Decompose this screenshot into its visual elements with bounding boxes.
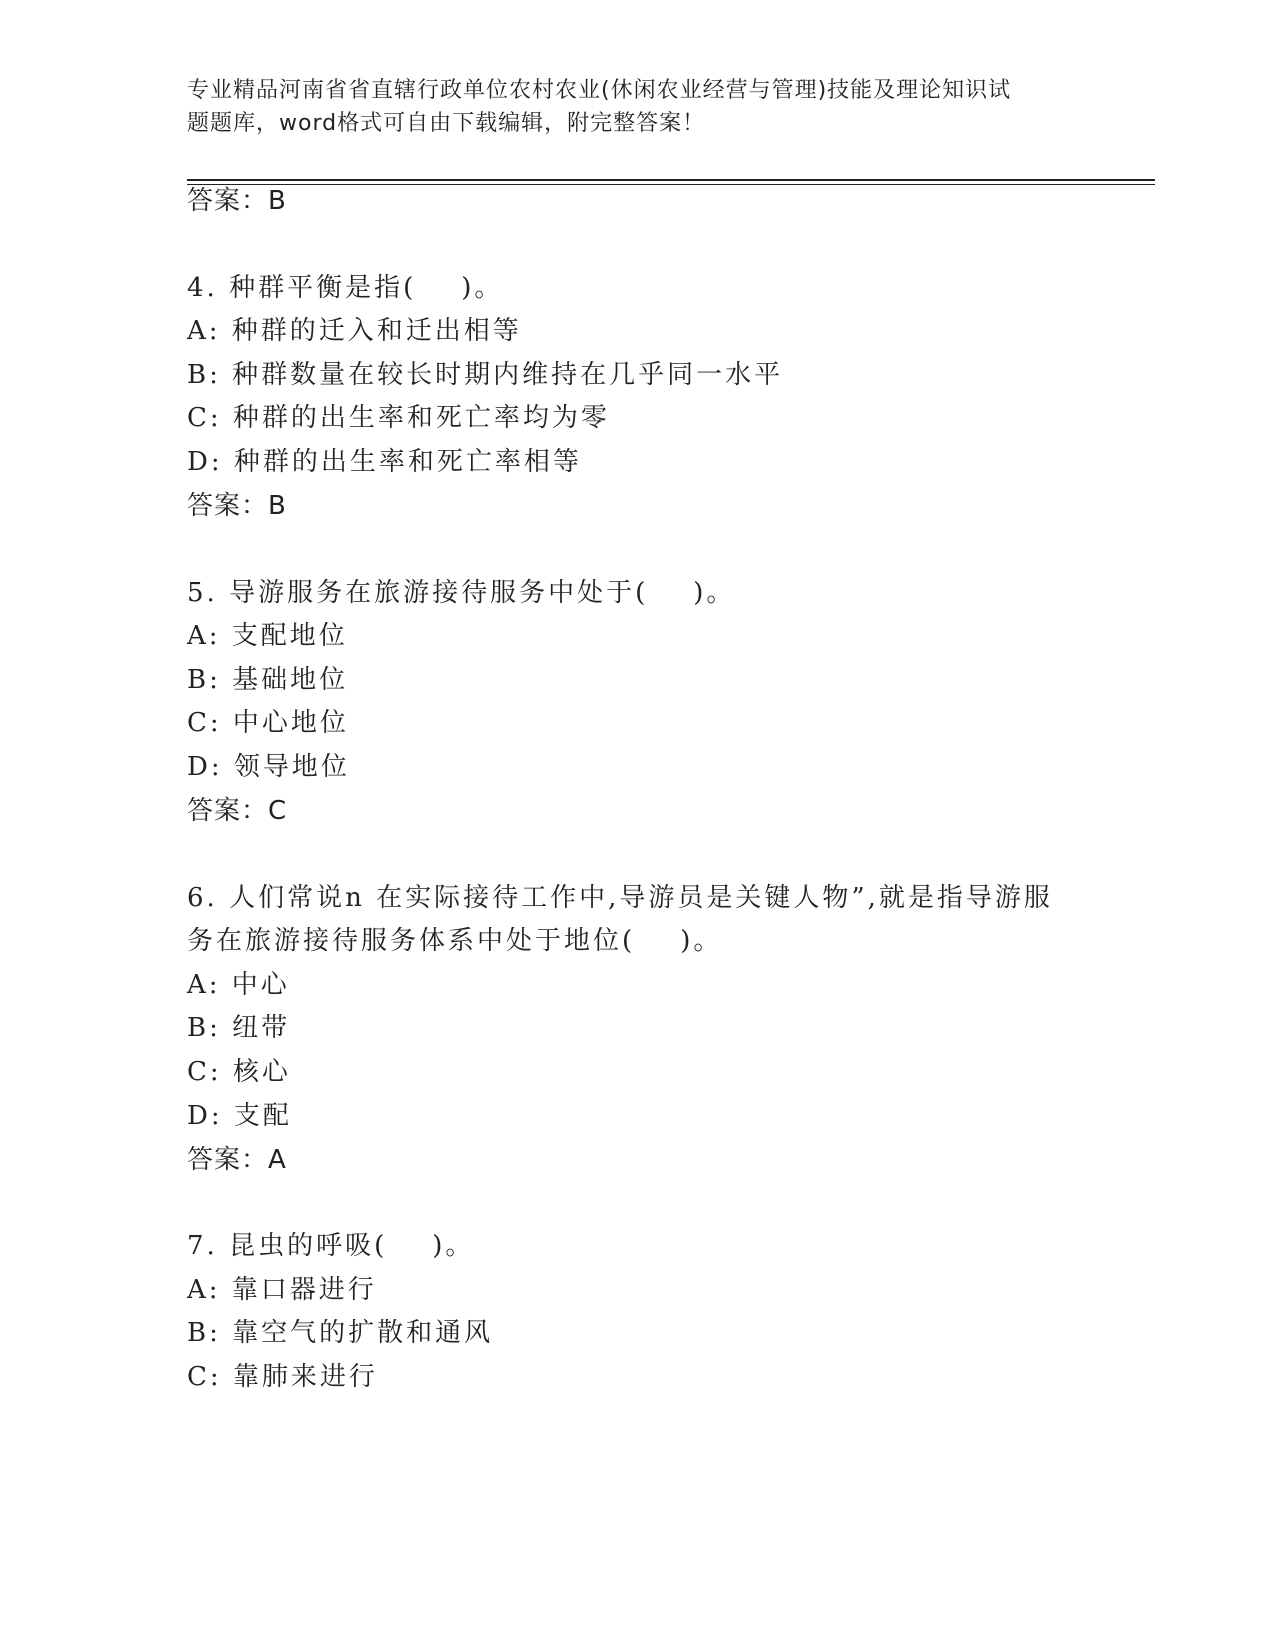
option-a: A: 中心	[187, 970, 290, 1000]
document-header	[187, 74, 1087, 140]
header-divider	[187, 179, 1155, 181]
option-a: A: 靠口器进行	[187, 1275, 377, 1305]
option-d: D: 种群的出生率和死亡率相等	[187, 447, 582, 477]
header-line-1: 专业精品河南省省直辖行政单位农村农业(休闲农业经营与管理)技能及理论知识试	[187, 78, 1012, 103]
option-b: B: 基础地位	[187, 665, 349, 695]
option-a: A: 种群的迁入和迁出相等	[187, 316, 522, 346]
option-b: B: 种群数量在较长时期内维持在几乎同一水平	[187, 360, 784, 390]
option-b: B: 靠空气的扩散和通风	[187, 1318, 494, 1348]
question-stem: 6. 人们常说n 在实际接待工作中,导游员是关键人物”,就是指导游服	[187, 883, 1053, 913]
answer-line: 答案：C	[187, 796, 288, 826]
answer-line: 答案：B	[187, 491, 287, 521]
option-a: A: 支配地位	[187, 621, 348, 651]
header-divider-thin	[187, 184, 1155, 185]
question-stem: 5. 导游服务在旅游接待服务中处于( )。	[187, 578, 736, 608]
option-d: D: 领导地位	[187, 752, 350, 782]
option-c: C: 中心地位	[187, 708, 349, 738]
option-c: C: 核心	[187, 1057, 291, 1087]
question-stem: 4. 种群平衡是指( )。	[187, 273, 504, 303]
option-c: C: 种群的出生率和死亡率均为零	[187, 403, 610, 433]
answer-line: 答案：A	[187, 1145, 287, 1175]
question-stem: 7. 昆虫的呼吸( )。	[187, 1231, 475, 1261]
option-c: C: 靠肺来进行	[187, 1362, 378, 1392]
option-d: D: 支配	[187, 1101, 292, 1131]
option-b: B: 纽带	[187, 1013, 291, 1043]
header-line-2: 题题库，word格式可自由下载编辑，附完整答案！	[187, 111, 706, 136]
question-stem-continued: 务在旅游接待服务体系中处于地位( )。	[187, 926, 723, 956]
answer-line: 答案：B	[187, 186, 287, 216]
